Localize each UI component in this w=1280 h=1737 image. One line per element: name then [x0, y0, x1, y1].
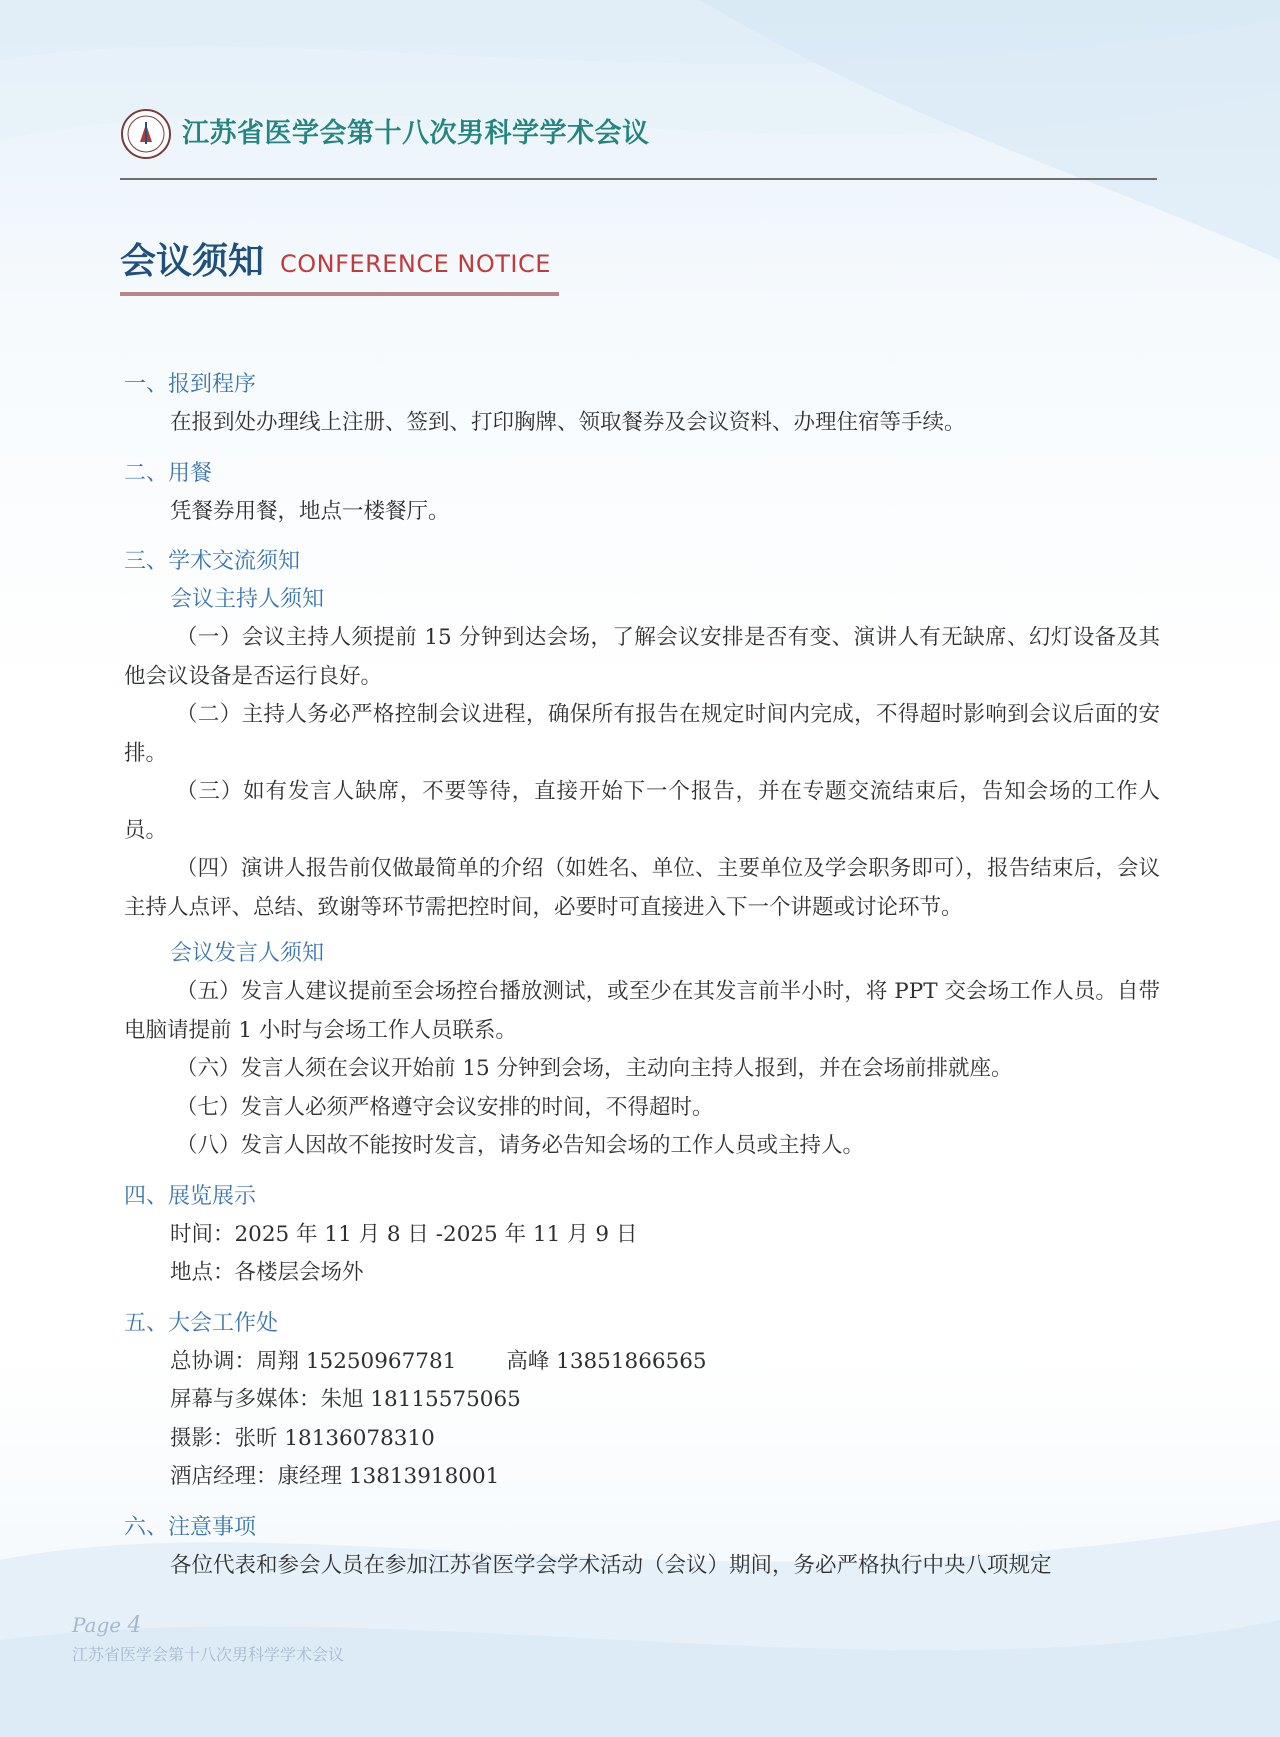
coordinator-1: 总协调：周翔 15250967781 — [170, 1348, 457, 1374]
notice-content — [124, 366, 1160, 1585]
speaker-item: （六）发言人须在会议开始前 15 分钟到会场，主动向主持人报到，并在会场前排就座。 — [176, 1056, 1013, 1081]
notice-title-cn: 会议须知 — [120, 241, 265, 282]
photo-contact: 摄影：张昕 18136078310 — [170, 1425, 435, 1451]
footer-conference-name: 江苏省医学会第十八次男科学学术会议 — [72, 1645, 345, 1664]
speaker-item: （五）发言人建议提前至会场控台播放测试，或至少在其发言前半小时，将 PPT 交会场工作人员。自带电脑请提前 1 小时与会场工作人员联系。 — [124, 979, 1160, 1043]
page-label: Page — [72, 1613, 122, 1637]
host-item: （二）主持人务必严格控制会议进程，确保所有报告在规定时间内完成，不得超时影响到会议后面的安排。 — [124, 702, 1160, 766]
coordinator-2: 高峰 13851866565 — [506, 1348, 707, 1374]
section-text-meals: 凭餐券用餐，地点一楼餐厅。 — [170, 498, 450, 524]
hotel-contact: 酒店经理：康经理 13813918001 — [170, 1464, 500, 1489]
exhibition-place: 地点：各楼层会场外 — [170, 1260, 364, 1285]
notice-title — [120, 240, 551, 284]
host-item: （三）如有发言人缺席，不要等待，直接开始下一个报告，并在专题交流结束后，告知会场的工作人员。 — [124, 779, 1160, 843]
speaker-item: （八）发言人因故不能按时发言，请务必告知会场的工作人员或主持人。 — [176, 1133, 865, 1158]
section-text-registration: 在报到处办理线上注册、签到、打印胸牌、领取餐券及会议资料、办理住宿等手续。 — [170, 410, 966, 435]
footer-page-number — [72, 1613, 141, 1638]
speaker-item: （七）发言人必须严格遵守会议安排的时间，不得超时。 — [176, 1094, 714, 1120]
host-item: （四）演讲人报告前仅做最简单的介绍（如姓名、单位、主要单位及学会职务即可），报告结束后，会议主持人点评、总结、致谢等环节需把控时间，必要时可直接进入下一个讲题或讨论环节。 — [124, 856, 1160, 920]
media-contact: 屏幕与多媒体：朱旭 18115575065 — [170, 1387, 521, 1412]
subheading-host: 会议主持人须知 — [170, 587, 325, 612]
section-heading-meals: 二、用餐 — [124, 460, 213, 486]
coordinator-row — [124, 1343, 1160, 1382]
page-header — [120, 108, 1157, 180]
subheading-speaker: 会议发言人须知 — [170, 941, 325, 966]
section-heading-registration: 一、报到程序 — [124, 372, 257, 397]
section-heading-academic: 三、学术交流须知 — [124, 549, 301, 574]
section-text-notes: 各位代表和参会人员在参加江苏省医学会学术活动（会议）期间，务必严格执行中央八项规定 — [170, 1552, 1052, 1578]
header-title: 江苏省医学会第十八次男科学学术会议 — [182, 118, 650, 149]
section-heading-office: 五、大会工作处 — [124, 1310, 279, 1336]
section-heading-notes: 六、注意事项 — [124, 1514, 257, 1540]
section-heading-exhibition: 四、展览展示 — [124, 1183, 257, 1209]
host-item: （一）会议主持人须提前 15 分钟到达会场，了解会议安排是否有变、演讲人有无缺席、幻灯设备及其他会议设备是否运行良好。 — [124, 625, 1160, 689]
notice-title-en: CONFERENCE NOTICE — [280, 250, 551, 278]
society-logo-icon — [120, 108, 172, 160]
title-underline — [120, 292, 559, 296]
exhibition-time: 时间：2025 年 11 月 8 日 -2025 年 11 月 9 日 — [170, 1221, 638, 1247]
page-number: 4 — [127, 1613, 142, 1638]
